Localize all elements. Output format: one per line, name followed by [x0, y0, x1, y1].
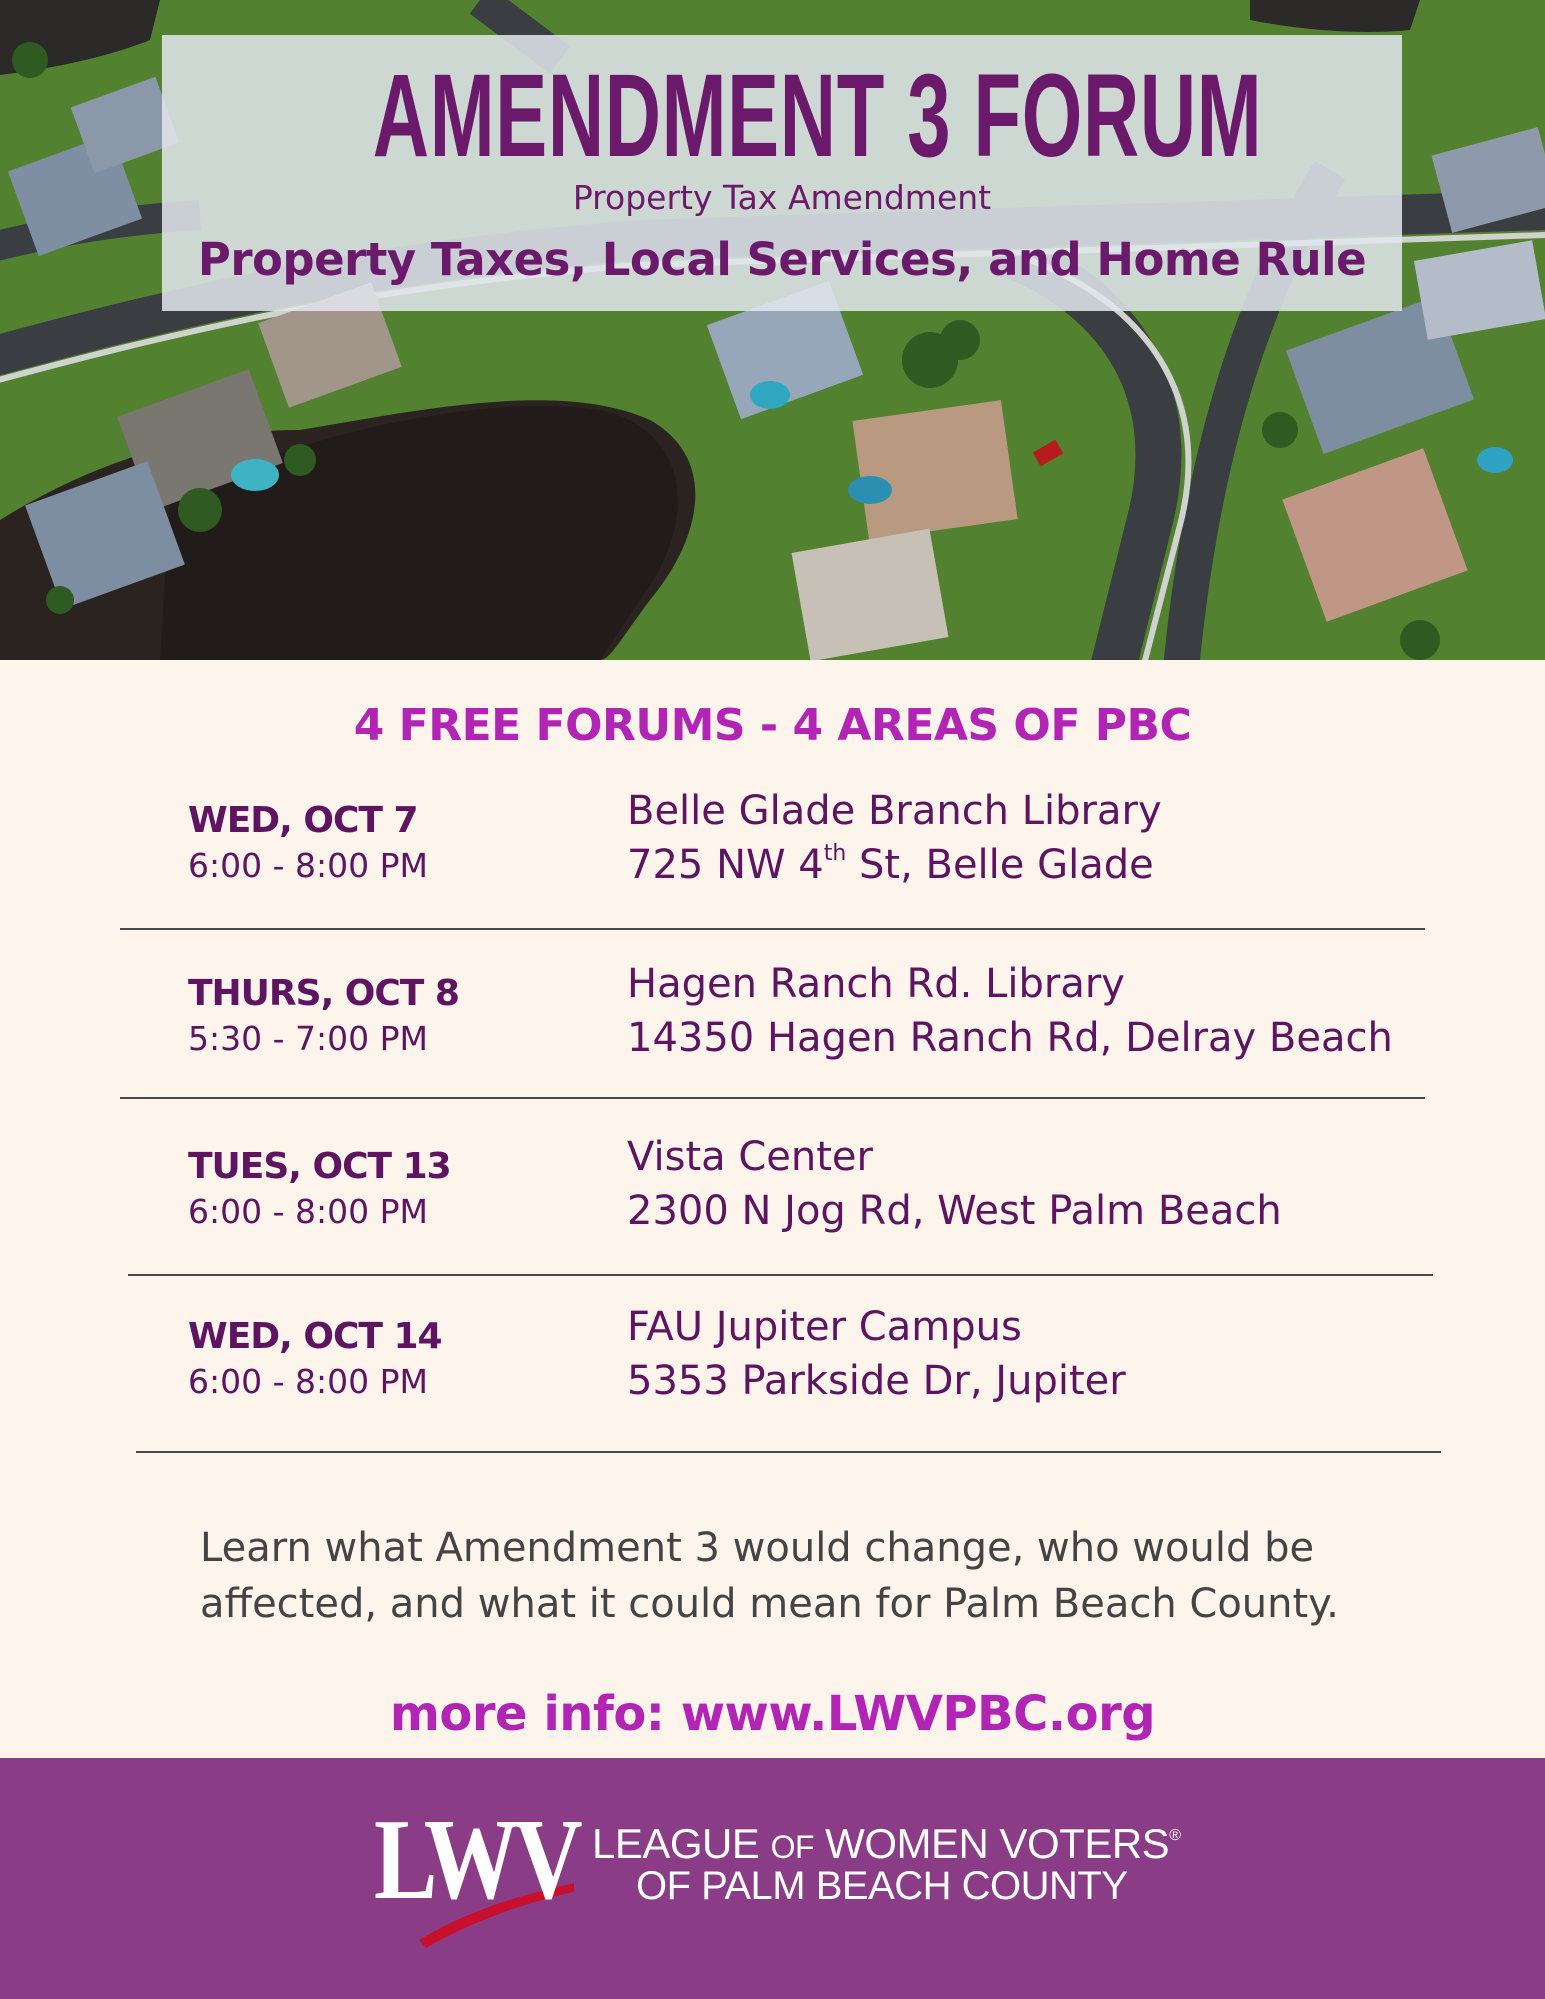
footer-banner: [0, 1758, 1545, 1999]
org-name-line1: [592, 1820, 1181, 1868]
lwv-logo-letters: LWV: [374, 1796, 578, 1924]
event-time: 5:30 - 7:00 PM: [188, 1019, 428, 1058]
event-row: [0, 1304, 1545, 1436]
event-address: 5353 Parkside Dr, Jupiter: [627, 1358, 1126, 1404]
event-time: 6:00 - 8:00 PM: [188, 1192, 428, 1231]
org-name-part: LEAGUE: [592, 1820, 771, 1867]
more-info-link[interactable]: more info: www.LWVPBC.org: [389, 1686, 1156, 1742]
divider: [128, 1274, 1433, 1276]
event-row: [0, 961, 1545, 1093]
registered-mark: ®: [1169, 1827, 1181, 1844]
event-row: [0, 788, 1545, 920]
event-day: WED, OCT 7: [188, 800, 418, 841]
event-address-superscript: th: [823, 841, 847, 866]
event-address: [627, 842, 1154, 888]
page-subtitle: Property Tax Amendment: [572, 178, 992, 217]
event-venue: FAU Jupiter Campus: [627, 1304, 1022, 1350]
event-time: 6:00 - 8:00 PM: [188, 846, 428, 885]
event-address: 2300 N Jog Rd, West Palm Beach: [627, 1188, 1282, 1234]
event-venue: Hagen Ranch Rd. Library: [627, 961, 1125, 1007]
event-day: THURS, OCT 8: [188, 973, 459, 1014]
page-tagline: Property Taxes, Local Services, and Home Rule: [197, 233, 1367, 286]
divider: [136, 1451, 1441, 1453]
title-panel: [162, 35, 1402, 311]
event-address-part: St, Belle Glade: [846, 842, 1154, 888]
event-venue: Vista Center: [627, 1134, 873, 1180]
page-title: AMENDMENT 3 FORUM: [372, 50, 1263, 182]
hero-aerial-photo: [0, 0, 1545, 660]
org-name-line2: OF PALM BEACH COUNTY: [636, 1864, 1128, 1908]
org-name-part: WOMEN VOTERS: [814, 1820, 1170, 1867]
event-day: TUES, OCT 13: [188, 1146, 451, 1187]
event-time: 6:00 - 8:00 PM: [188, 1362, 428, 1401]
event-day: WED, OCT 14: [188, 1316, 442, 1357]
divider: [120, 1097, 1425, 1099]
event-address: 14350 Hagen Ranch Rd, Delray Beach: [627, 1015, 1393, 1061]
event-address-part: 725 NW 4: [627, 842, 824, 888]
forums-heading: 4 FREE FORUMS - 4 AREAS OF PBC: [353, 700, 1192, 751]
description-text: Learn what Amendment 3 would change, who would be affected, and what it could mean for Palm Beach County.: [200, 1525, 1339, 1627]
org-name-part: OF: [770, 1829, 815, 1865]
event-venue: Belle Glade Branch Library: [627, 788, 1162, 834]
divider: [120, 928, 1425, 930]
event-row: [0, 1134, 1545, 1266]
